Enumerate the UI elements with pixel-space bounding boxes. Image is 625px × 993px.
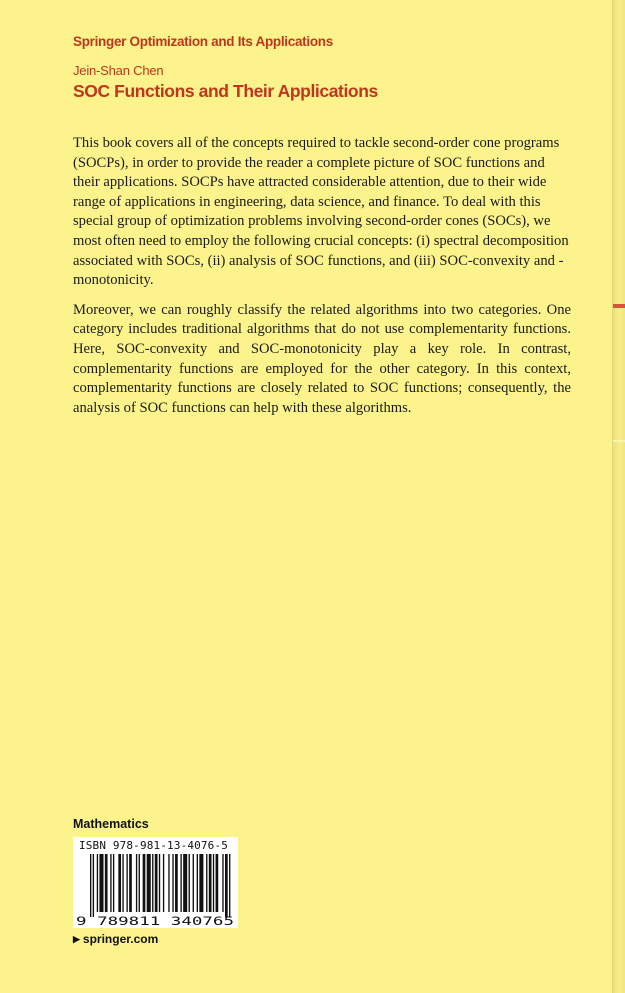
barcode-bar [199, 854, 203, 912]
barcode-bars [73, 837, 238, 928]
barcode-bar [222, 854, 223, 912]
triangle-right-icon: ▶ [73, 934, 80, 944]
barcode-bar [155, 854, 158, 912]
author-name: Jein-Shan Chen [73, 63, 164, 78]
book-spine [612, 0, 625, 993]
barcode-bar [163, 854, 164, 912]
barcode-bar [225, 854, 228, 917]
barcode-bar [159, 854, 160, 912]
description-paragraph: This book covers all of the concepts required to tackle second-order cone programs (SOCPs), in order to provide the reader a complete picture of SOC functions and their applications. SOCPs have attracted considerable attention, due to their wide range of applications in engineering, data science, and finance. To deal with this special group of optimization problems involving second-order cones (SOCs), we most often need to employ the following crucial concepts: (i) spectral decomposition associated with SOCs, (ii) analysis of SOC functions, and (iii) SOC-convexity and -monotonicity. [73, 135, 569, 289]
barcode-bar [147, 854, 151, 912]
barcode-bar [183, 854, 187, 912]
description-paragraph: Moreover, we can roughly classify the related algorithms into two categories. One category includes traditional algorithms that do not use complementarity functions. Here, SOC-convexity and SOC-monotonicity play a key role. In contrast, complementarity functions are employed for the other category. In this context, complementarity functions are closely related to SOC functions; consequently, the analysis of SOC functions can help with these algorithms. [73, 301, 571, 416]
barcode-bar [168, 854, 169, 912]
barcode-bar [129, 854, 132, 912]
spine-stripe [613, 304, 625, 308]
barcode-bar [99, 854, 103, 912]
isbn-number: ISBN 978-981-13-4076-5 [79, 839, 228, 852]
isbn-barcode [73, 837, 238, 928]
barcode-bar [139, 854, 140, 912]
barcode-bar [90, 854, 91, 917]
barcode-bar [143, 854, 146, 912]
barcode-bar [206, 854, 207, 912]
description [73, 134, 571, 428]
barcode-bar [136, 854, 137, 912]
barcode-bar [122, 854, 123, 912]
barcode-bar [193, 854, 194, 912]
barcode-bar [97, 854, 98, 912]
subject-category: Mathematics [73, 817, 149, 831]
barcode-bar [180, 854, 181, 912]
barcode-bar [105, 854, 108, 912]
barcode-bar [209, 854, 212, 912]
barcode-bar [189, 854, 190, 912]
barcode-digits: 9 789811 340765 [76, 914, 234, 928]
barcode-bar [110, 854, 111, 912]
barcode-bar [118, 854, 121, 912]
series-name: Springer Optimization and Its Applications [73, 34, 333, 49]
book-title: SOC Functions and Their Applications [73, 81, 378, 101]
barcode-bar [113, 854, 114, 912]
barcode-bar [93, 854, 94, 917]
barcode-bar [213, 854, 214, 912]
barcode-bar [197, 854, 198, 912]
website-label[interactable]: springer.com [82, 932, 159, 946]
barcode-bar [172, 854, 173, 912]
spine-stripe [613, 440, 625, 442]
publisher-website[interactable] [73, 932, 158, 946]
barcode-bar [175, 854, 178, 912]
barcode-bar [229, 854, 230, 917]
barcode-bar [216, 854, 219, 912]
barcode-bar [152, 854, 153, 912]
barcode-bar [126, 854, 127, 912]
